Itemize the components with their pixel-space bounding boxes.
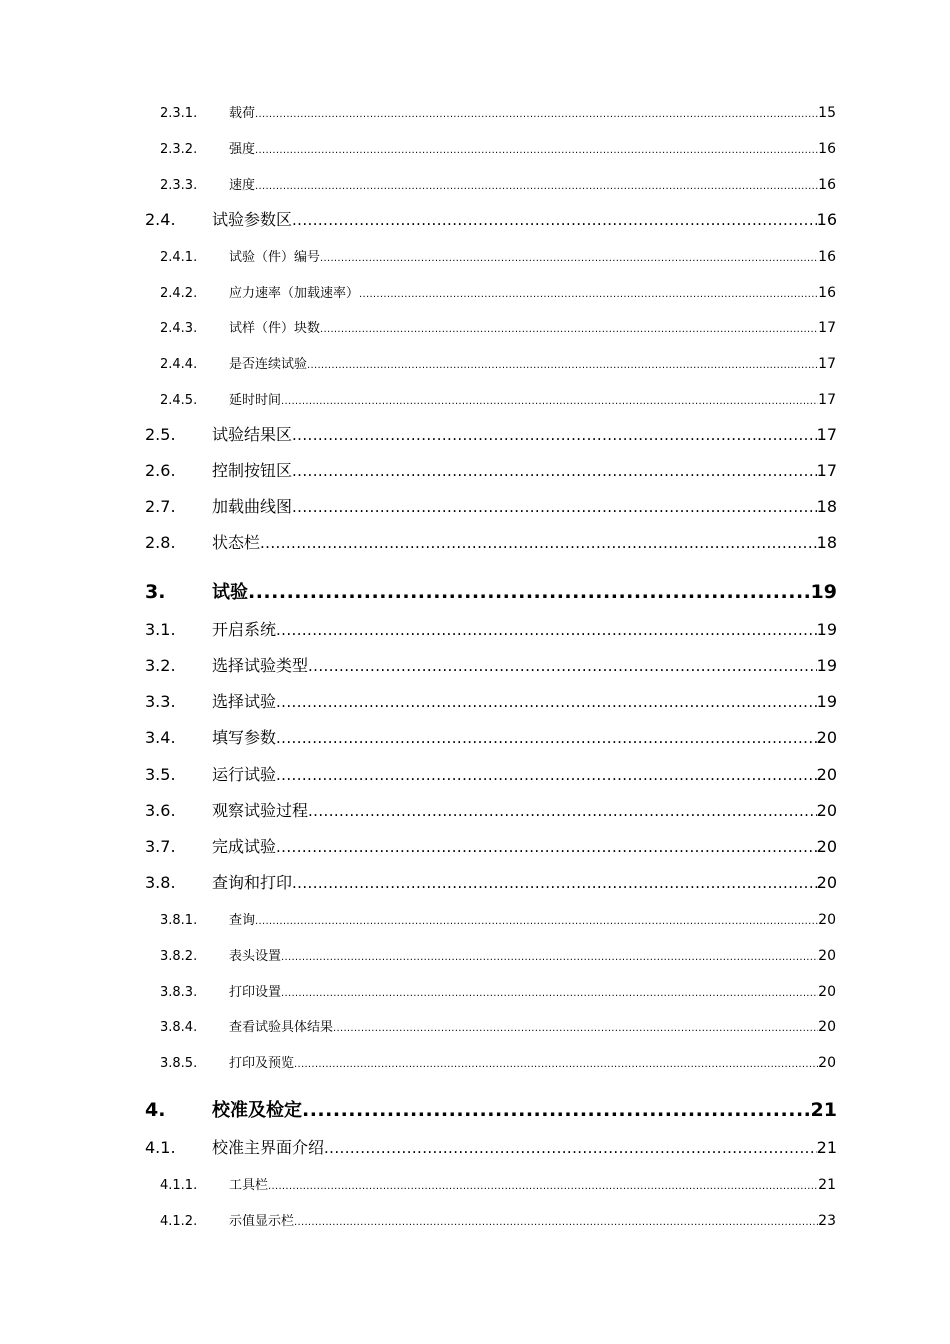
toc-entry-page: 20 — [816, 837, 837, 856]
toc-entry-number: 2.4.1. — [160, 250, 198, 265]
toc-entry-page: 20 — [816, 801, 837, 820]
toc-entry-title: 完成试验 — [212, 837, 277, 856]
toc-entry-number: 2.3.2. — [160, 142, 198, 157]
toc-entry-number: 2.8. — [145, 533, 176, 552]
toc-entry-number: 2.3.1. — [160, 106, 198, 121]
toc-entry-page: 20 — [816, 765, 837, 784]
toc-entry-title: 查询 — [229, 913, 256, 928]
toc-entry-title: 观察试验过程 — [212, 801, 309, 820]
toc-entry[interactable] — [145, 422, 837, 445]
toc-entry-number: 2.7. — [145, 497, 176, 516]
toc-entry-title: 查看试验具体结果 — [229, 1020, 334, 1035]
dot-leader — [276, 838, 817, 856]
dot-leader — [292, 426, 817, 444]
toc-entry[interactable] — [145, 689, 837, 712]
dot-leader — [255, 109, 818, 120]
toc-entry-number: 2.4.4. — [160, 357, 198, 372]
toc-entry[interactable] — [145, 798, 837, 821]
toc-entry-page: 21 — [810, 1099, 837, 1121]
toc-entry-page: 17 — [818, 320, 836, 336]
toc-entry-number: 2.4.2. — [160, 286, 198, 301]
dot-leader — [255, 916, 818, 927]
toc-entry[interactable] — [160, 138, 836, 157]
dot-leader — [276, 766, 817, 784]
dot-leader — [292, 874, 817, 892]
toc-entry[interactable] — [145, 617, 837, 640]
toc-entry-page: 21 — [818, 1177, 836, 1193]
dot-leader — [276, 621, 817, 639]
toc-entry-title: 试样（件）块数 — [229, 321, 321, 336]
toc-entry[interactable] — [145, 207, 837, 230]
toc-entry-page: 16 — [816, 210, 837, 229]
dot-leader — [333, 1023, 818, 1034]
toc-entry-number: 3.8.3. — [160, 985, 198, 1000]
toc-entry-number: 2.4. — [145, 210, 176, 229]
dot-leader — [320, 324, 818, 335]
toc-entry-number: 2.3.3. — [160, 178, 198, 193]
toc-entry[interactable] — [145, 725, 837, 748]
toc-entry-title: 状态栏 — [212, 533, 261, 552]
toc-entry-page: 15 — [818, 105, 836, 121]
toc-entry-page: 20 — [818, 1019, 836, 1035]
dot-leader — [320, 253, 818, 264]
toc-entry-title: 载荷 — [229, 106, 256, 121]
dot-leader — [359, 289, 818, 300]
dot-leader — [276, 729, 817, 747]
toc-entry[interactable] — [160, 909, 836, 928]
toc-entry-number: 3.8. — [145, 873, 176, 892]
toc-entry[interactable] — [145, 834, 837, 857]
toc-entry-title: 工具栏 — [229, 1178, 269, 1193]
toc-entry-page: 21 — [816, 1138, 837, 1157]
toc-entry[interactable] — [160, 102, 836, 121]
toc-entry-page: 23 — [818, 1213, 836, 1229]
dot-leader — [294, 1217, 818, 1228]
toc-entry[interactable] — [145, 578, 837, 604]
toc-entry-page: 20 — [818, 912, 836, 928]
toc-entry-page: 18 — [816, 497, 837, 516]
toc-entry-title: 查询和打印 — [212, 873, 293, 892]
toc-entry[interactable] — [160, 1210, 836, 1229]
toc-entry-number: 3.8.2. — [160, 949, 198, 964]
dot-leader — [281, 396, 818, 407]
toc-entry-page: 16 — [818, 249, 836, 265]
toc-entry-number: 3.8.1. — [160, 913, 198, 928]
toc-entry-number: 3.7. — [145, 837, 176, 856]
toc-entry-number: 3.5. — [145, 765, 176, 784]
toc-entry[interactable] — [160, 945, 836, 964]
toc-entry[interactable] — [160, 1174, 836, 1193]
toc-entry-number: 4.1.1. — [160, 1178, 198, 1193]
toc-entry-title: 试验（件）编号 — [229, 250, 321, 265]
toc-entry-title: 速度 — [229, 178, 256, 193]
toc-entry[interactable] — [160, 317, 836, 336]
toc-entry-page: 20 — [818, 984, 836, 1000]
toc-entry[interactable] — [145, 1135, 837, 1158]
toc-entry[interactable] — [145, 870, 837, 893]
toc-entry-page: 20 — [816, 728, 837, 747]
dot-leader — [260, 534, 817, 552]
toc-entry[interactable] — [160, 1052, 836, 1071]
toc-entry-number: 4.1.2. — [160, 1214, 198, 1229]
toc-entry-page: 19 — [816, 692, 837, 711]
toc-entry-number: 3.1. — [145, 620, 176, 639]
toc-entry-page: 19 — [810, 581, 837, 603]
toc-entry[interactable] — [145, 1096, 837, 1122]
toc-entry[interactable] — [160, 1016, 836, 1035]
dot-leader — [276, 693, 817, 711]
toc-entry[interactable] — [145, 653, 837, 676]
toc-entry-page: 16 — [818, 177, 836, 193]
toc-entry-title: 表头设置 — [229, 949, 282, 964]
toc-entry-page: 20 — [818, 1055, 836, 1071]
toc-entry-title: 校准及检定 — [212, 1100, 302, 1121]
toc-entry-title: 运行试验 — [212, 765, 277, 784]
toc-entry[interactable] — [160, 389, 836, 408]
toc-entry-page: 20 — [816, 873, 837, 892]
dot-leader — [248, 581, 811, 603]
toc-entry-title: 选择试验类型 — [212, 656, 309, 675]
dot-leader — [281, 988, 818, 999]
toc-entry-title: 试验参数区 — [212, 210, 293, 229]
toc-entry-page: 18 — [816, 533, 837, 552]
toc-entry-number: 4. — [145, 1099, 166, 1121]
dot-leader — [255, 181, 818, 192]
toc-entry-title: 校准主界面介绍 — [212, 1138, 325, 1157]
toc-entry-title: 示值显示栏 — [229, 1214, 295, 1229]
toc-entry-title: 打印设置 — [229, 985, 282, 1000]
toc-entry[interactable] — [145, 494, 837, 517]
toc-entry[interactable] — [145, 530, 837, 553]
toc-entry-title: 打印及预览 — [229, 1056, 295, 1071]
toc-entry-title: 加载曲线图 — [212, 497, 293, 516]
toc-entry-number: 3.4. — [145, 728, 176, 747]
toc-entry-number: 3.2. — [145, 656, 176, 675]
toc-entry-title: 控制按钮区 — [212, 461, 293, 480]
toc-entry-page: 16 — [818, 141, 836, 157]
toc-entry-page: 17 — [816, 425, 837, 444]
toc-entry-page: 16 — [818, 285, 836, 301]
dot-leader — [307, 360, 818, 371]
toc-entry-number: 3.6. — [145, 801, 176, 820]
toc-entry-title: 强度 — [229, 142, 256, 157]
toc-entry-page: 17 — [818, 392, 836, 408]
dot-leader — [308, 657, 817, 675]
toc-entry-number: 3. — [145, 581, 166, 603]
toc-entry-title: 试验 — [212, 582, 248, 603]
toc-entry-page: 17 — [816, 461, 837, 480]
toc-entry-number: 3.8.5. — [160, 1056, 198, 1071]
toc-entry-number: 2.5. — [145, 425, 176, 444]
toc-entry-number: 2.4.5. — [160, 393, 198, 408]
toc-entry-number: 2.6. — [145, 461, 176, 480]
dot-leader — [281, 952, 818, 963]
toc-entry-page: 19 — [816, 656, 837, 675]
toc-entry[interactable] — [160, 353, 836, 372]
toc-entry-number: 2.4.3. — [160, 321, 198, 336]
toc-entry-title: 延时时间 — [229, 393, 282, 408]
dot-leader — [294, 1059, 818, 1070]
toc-entry-title: 试验结果区 — [212, 425, 293, 444]
toc-entry-page: 17 — [818, 356, 836, 372]
dot-leader — [268, 1181, 818, 1192]
toc-entry[interactable] — [160, 246, 836, 265]
toc-entry[interactable] — [160, 174, 836, 193]
dot-leader — [324, 1139, 817, 1157]
toc-entry[interactable] — [145, 458, 837, 481]
toc-entry-page: 20 — [818, 948, 836, 964]
toc-entry[interactable] — [160, 282, 836, 301]
dot-leader — [302, 1099, 811, 1121]
toc-entry-title: 是否连续试验 — [229, 357, 308, 372]
toc-entry-page: 19 — [816, 620, 837, 639]
toc-entry[interactable] — [160, 981, 836, 1000]
dot-leader — [255, 145, 818, 156]
toc-entry-number: 3.8.4. — [160, 1020, 198, 1035]
toc-entry-number: 4.1. — [145, 1138, 176, 1157]
toc-entry-title: 填写参数 — [212, 728, 277, 747]
toc-entry-title: 应力速率（加载速率） — [229, 286, 360, 301]
dot-leader — [292, 211, 817, 229]
toc-entry-title: 开启系统 — [212, 620, 277, 639]
dot-leader — [292, 498, 817, 516]
dot-leader — [292, 462, 817, 480]
toc-entry[interactable] — [145, 762, 837, 785]
toc-entry-title: 选择试验 — [212, 692, 277, 711]
dot-leader — [308, 802, 817, 820]
toc-entry-number: 3.3. — [145, 692, 176, 711]
